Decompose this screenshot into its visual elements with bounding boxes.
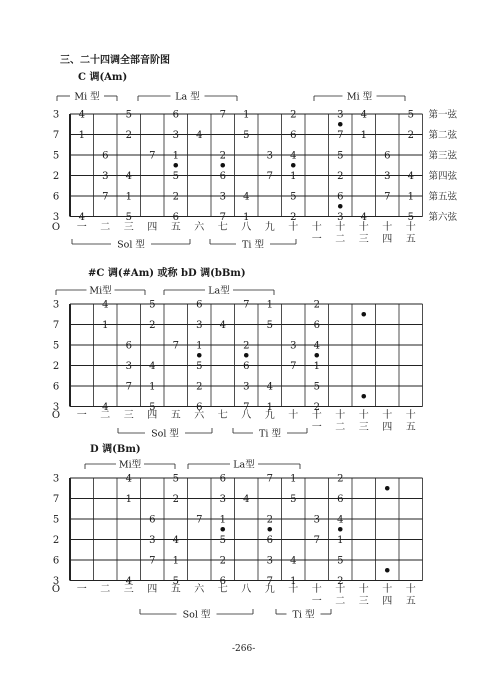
section-2-fret-number: 七 — [217, 410, 228, 421]
section-2-fret-number: 十 — [288, 410, 299, 421]
section-3-note: 7 — [196, 514, 203, 526]
section-2-note: 3 — [196, 320, 203, 331]
section-2-position-dot — [244, 353, 249, 358]
section-2-position-dot — [361, 312, 366, 317]
section-1-note: 4 — [360, 109, 367, 121]
section-1-note: 2 — [290, 109, 297, 121]
section-1-open-note-5: 6 — [52, 191, 60, 203]
string-name-2: 第二弦 — [428, 130, 458, 141]
section-3-open-note-6: 3 — [52, 576, 60, 587]
section-3-note: 3 — [313, 514, 320, 526]
section-1-note: 4 — [290, 150, 297, 162]
section-2-open-note-6: 3 — [52, 402, 60, 413]
section-1-open-note-3: 5 — [52, 150, 60, 162]
section-1-fret-number: 七 — [217, 222, 228, 233]
section-3-fret-number: 十 — [288, 584, 299, 595]
section-2-note: 1 — [102, 320, 109, 331]
section-1-fret-number: 十 — [335, 222, 346, 233]
section-2-fret-number: 六 — [194, 410, 205, 421]
section-3-fret-number: 九 — [264, 584, 275, 595]
section-2-note: 5 — [149, 402, 156, 413]
section-1-note: 4 — [78, 212, 85, 223]
section-1-note: 7 — [384, 191, 391, 203]
section-2-note: 7 — [172, 340, 179, 352]
section-3-fret-number: 五 — [405, 596, 416, 607]
section-3-fret-number: 五 — [170, 584, 181, 595]
section-3-note: 2 — [266, 514, 273, 526]
section-3-note: 6 — [219, 576, 226, 587]
section-3-note: 7 — [266, 473, 273, 485]
section-2-note: 1 — [313, 361, 320, 372]
section-2-fret-number: 十 — [382, 410, 393, 421]
section-2-bottom-bracket-2-label: Ti 型 — [259, 428, 281, 440]
section-1-fret-number: 十 — [405, 222, 416, 233]
section-1-note: 4 — [78, 109, 85, 121]
section-3-note: 2 — [219, 555, 226, 567]
section-1-note: 1 — [360, 130, 367, 141]
section-1-top-bracket-1-label: Mi 型 — [74, 91, 100, 103]
section-1-note: 3 — [384, 171, 391, 182]
section-1-fret-number: 一 — [76, 222, 87, 233]
section-1-fret-number: O — [51, 222, 61, 233]
section-2-note: 6 — [196, 402, 203, 413]
section-3-note: 6 — [149, 514, 156, 526]
section-3-top-bracket-2-label: La型 — [233, 459, 255, 471]
section-2-open-note-4: 2 — [52, 361, 60, 372]
section-3-note: 4 — [337, 514, 344, 526]
section-2-note: 5 — [149, 299, 156, 311]
section-2-note: 4 — [102, 402, 109, 413]
section-1-note: 6 — [172, 109, 179, 121]
section-1-position-dot — [220, 163, 225, 168]
section-2-bottom-bracket-1-label: Sol 型 — [151, 428, 179, 440]
section-1-fret-number: 二 — [100, 222, 111, 233]
section-2-fret-number: 四 — [147, 410, 158, 421]
section-1-open-note-4: 2 — [52, 171, 60, 182]
section-1-position-dot — [338, 204, 343, 209]
section-1-fret-number: 三 — [358, 234, 369, 245]
section-3-open-note-1: 3 — [52, 473, 60, 485]
section-1-note: 3 — [337, 109, 344, 121]
section-3-note: 1 — [172, 555, 179, 567]
section-3-note: 2 — [337, 576, 344, 587]
section-3-note: 5 — [172, 473, 179, 485]
section-3-note: 4 — [172, 535, 179, 546]
section-1-note: 6 — [172, 212, 179, 223]
section-2-fret-number: 八 — [241, 410, 252, 421]
section-2-open-note-1: 3 — [52, 299, 60, 311]
section-2-note: 4 — [219, 320, 226, 331]
section-1-note: 5 — [125, 109, 132, 121]
section-2-note: 5 — [313, 381, 320, 393]
section-2-note: 1 — [196, 340, 203, 352]
section-3-position-dot — [220, 527, 225, 532]
section-2-fret-number: 二 — [335, 422, 346, 433]
section-1-note: 3 — [102, 171, 109, 182]
section-2-fret-number: 一 — [76, 410, 87, 421]
section-1-note: 5 — [290, 191, 297, 203]
section-3-note: 1 — [219, 514, 226, 526]
section-1-note: 6 — [219, 171, 226, 182]
section-3-note: 1 — [290, 576, 297, 587]
section-1-fret-number: 三 — [123, 222, 134, 233]
section-1-note: 7 — [102, 191, 109, 203]
section-1-note: 4 — [243, 191, 250, 203]
section-2-note: 4 — [102, 299, 109, 311]
section-1-note: 7 — [219, 109, 226, 121]
section-2-top-bracket-1-label: Mi型 — [89, 285, 112, 297]
section-1-bottom-bracket-2-label: Ti 型 — [242, 239, 264, 251]
section-3-key-label: D 调(Bm) — [90, 444, 141, 455]
section-1-note: 2 — [219, 150, 226, 162]
section-3-note: 5 — [172, 576, 179, 587]
section-1-open-note-1: 3 — [52, 109, 60, 121]
section-2-note: 6 — [125, 340, 132, 352]
section-3-fret-number: 七 — [217, 584, 228, 595]
section-1-note: 1 — [243, 212, 250, 223]
section-1-note: 5 — [407, 109, 414, 121]
section-3-fret-number: 十 — [358, 584, 369, 595]
section-3-fret-number: 三 — [123, 584, 134, 595]
section-3-open-note-5: 6 — [52, 555, 60, 567]
section-2-note: 4 — [266, 381, 273, 393]
section-3-bottom-bracket-2-label: Ti 型 — [292, 609, 315, 621]
section-3-position-dot — [385, 568, 390, 573]
section-1-fret-number: 一 — [311, 234, 322, 245]
section-2-note: 3 — [290, 340, 297, 352]
section-1-note: 4 — [407, 171, 414, 182]
section-2-note: 4 — [149, 361, 156, 372]
page-title: 三、二十四调全部音阶图 — [60, 55, 170, 66]
section-1-note: 6 — [290, 130, 297, 141]
section-2-note: 3 — [125, 361, 132, 372]
section-1-note: 1 — [243, 109, 250, 121]
section-3-note: 2 — [172, 494, 179, 505]
section-1-fret-number: 九 — [264, 222, 275, 233]
section-2-top-bracket-2-label: La型 — [208, 285, 230, 297]
string-name-1: 第一弦 — [428, 109, 458, 121]
section-3-note: 6 — [266, 535, 273, 546]
section-1-open-note-2: 7 — [52, 130, 60, 141]
section-3-fret-number: 六 — [194, 584, 205, 595]
section-1-note: 7 — [337, 130, 344, 141]
section-3-note: 3 — [219, 494, 226, 505]
section-1-note: 1 — [172, 150, 179, 162]
section-3-fret-number: 四 — [382, 596, 393, 607]
section-2-fret-number: 五 — [405, 422, 416, 433]
section-3-open-note-2: 7 — [52, 494, 60, 505]
section-2-key-label: #C 调(#Am) 或称 bD 调(bBm) — [88, 268, 246, 279]
section-2-note: 4 — [313, 340, 320, 352]
section-3-position-dot — [385, 486, 390, 491]
section-3-fret-number: 二 — [100, 584, 111, 595]
section-2-note: 7 — [125, 381, 132, 393]
section-1-note: 6 — [337, 191, 344, 203]
section-1-note: 5 — [337, 150, 344, 162]
section-1-fret-number: 六 — [194, 222, 205, 233]
section-3-note: 4 — [243, 494, 250, 505]
section-3-note: 7 — [149, 555, 156, 567]
section-3-note: 4 — [125, 473, 132, 485]
section-1-note: 3 — [172, 130, 179, 141]
section-3-note: 7 — [313, 535, 320, 546]
section-2-fret-number: 十 — [358, 410, 369, 421]
section-1-note: 2 — [125, 130, 132, 141]
section-3-fret-number: 二 — [335, 596, 346, 607]
section-2-fret-number: 九 — [264, 410, 275, 421]
section-3-fret-number: 十 — [405, 584, 416, 595]
section-2-note: 6 — [243, 361, 250, 372]
section-1-fret-number: 四 — [147, 222, 158, 233]
section-3-fret-number: 一 — [311, 596, 322, 607]
section-2-note: 2 — [313, 402, 320, 413]
section-3-position-dot — [338, 527, 343, 532]
section-2-note: 1 — [149, 381, 156, 393]
section-1-note: 4 — [360, 212, 367, 223]
section-1-key-label: C 调(Am) — [78, 72, 128, 83]
section-1-note: 1 — [407, 191, 414, 203]
section-1-fret-number: 五 — [405, 234, 416, 245]
section-1-note: 1 — [125, 191, 132, 203]
string-name-4: 第四弦 — [428, 171, 458, 182]
section-1-note: 6 — [384, 150, 391, 162]
section-1-note: 5 — [125, 212, 132, 223]
section-1-note: 5 — [243, 130, 250, 141]
section-1-position-dot — [338, 122, 343, 127]
section-2-fret-number: 三 — [123, 410, 134, 421]
section-3-note: 1 — [337, 535, 344, 546]
section-2-fret-number: 五 — [170, 410, 181, 421]
section-1-fret-number: 八 — [241, 222, 252, 233]
section-1-note: 3 — [337, 212, 344, 223]
section-1-open-note-6: 3 — [52, 212, 60, 223]
section-2-note: 7 — [243, 402, 250, 413]
page-number: -266- — [232, 644, 256, 654]
section-2-note: 1 — [266, 299, 273, 311]
section-2-note: 5 — [196, 361, 203, 372]
section-3-top-bracket-1-label: Mi型 — [118, 459, 142, 471]
section-3-note: 6 — [219, 473, 226, 485]
section-3-fret-number: 四 — [147, 584, 158, 595]
section-1-fret-number: 十 — [311, 222, 322, 233]
section-1-top-bracket-3-label: Mi 型 — [346, 91, 373, 103]
string-name-3: 第三弦 — [428, 150, 458, 162]
section-1-note: 4 — [196, 130, 203, 141]
section-2-note: 2 — [243, 340, 250, 352]
section-3-fret-number: 十 — [311, 584, 322, 595]
section-2-note: 3 — [243, 381, 250, 393]
section-1-note: 7 — [266, 171, 273, 182]
section-2-fret-number: O — [51, 410, 61, 421]
section-2-note: 5 — [266, 320, 273, 331]
string-name-5: 第五弦 — [428, 191, 458, 203]
section-2-fret-number: 十 — [405, 410, 416, 421]
section-1-fret-number: 四 — [382, 234, 393, 245]
section-2-fret-number: 十 — [335, 410, 346, 421]
section-1-note: 2 — [172, 191, 179, 203]
section-3-note: 3 — [149, 535, 156, 546]
section-3-note: 1 — [290, 473, 297, 485]
section-2-position-dot — [197, 353, 202, 358]
section-2-open-note-3: 5 — [52, 340, 60, 352]
string-name-6: 第六弦 — [428, 212, 458, 223]
section-2-fret-number: 三 — [358, 422, 369, 433]
section-3-note: 4 — [290, 555, 297, 567]
section-3-fret-number: 一 — [76, 584, 87, 595]
section-1-note: 3 — [219, 191, 226, 203]
section-3-note: 5 — [337, 555, 344, 567]
section-3-note: 1 — [125, 494, 132, 505]
section-1-fret-number: 十 — [382, 222, 393, 233]
section-3-note: 3 — [266, 555, 273, 567]
section-2-fret-number: 一 — [311, 422, 322, 433]
section-1-bottom-bracket-1-label: Sol 型 — [117, 239, 145, 251]
section-2-note: 2 — [149, 320, 156, 331]
section-1-position-dot — [291, 163, 296, 168]
section-2-note: 7 — [290, 361, 297, 372]
section-1-fret-number: 五 — [170, 222, 181, 233]
section-1-note: 2 — [337, 171, 344, 182]
section-2-note: 6 — [313, 320, 320, 331]
section-2-note: 7 — [243, 299, 250, 311]
section-1-note: 1 — [290, 171, 297, 182]
section-2-fret-number: 四 — [382, 422, 393, 433]
section-3-note: 5 — [219, 535, 226, 546]
section-2-note: 1 — [266, 402, 273, 413]
section-2-position-dot — [361, 394, 366, 399]
section-2-position-dot — [314, 353, 319, 358]
section-3-bottom-bracket-1-label: Sol 型 — [182, 609, 211, 621]
section-3-fret-number: 八 — [241, 584, 252, 595]
section-2-fret-number: 二 — [100, 410, 111, 421]
section-1-fret-number: 十 — [358, 222, 369, 233]
section-1-note: 2 — [407, 130, 414, 141]
section-3-position-dot — [267, 527, 272, 532]
section-3-fret-number: 十 — [335, 584, 346, 595]
section-3-open-note-3: 5 — [52, 514, 60, 526]
section-3-open-note-4: 2 — [52, 535, 60, 546]
section-3-note: 2 — [337, 473, 344, 485]
section-1-fret-number: 十 — [288, 222, 299, 233]
section-2-note: 2 — [313, 299, 320, 311]
section-3-fret-number: O — [51, 584, 61, 595]
section-2-note: 2 — [196, 381, 203, 393]
section-1-note: 1 — [78, 130, 85, 141]
section-3-note: 5 — [290, 494, 297, 505]
section-3-note: 6 — [337, 494, 344, 505]
section-1-fret-number: 二 — [335, 234, 346, 245]
section-2-note: 6 — [196, 299, 203, 311]
section-3-fret-number: 十 — [382, 584, 393, 595]
section-1-position-dot — [173, 163, 178, 168]
section-1-note: 6 — [102, 150, 109, 162]
section-2-open-note-2: 7 — [52, 320, 60, 331]
section-2-fret-number: 十 — [311, 410, 322, 421]
section-2-open-note-5: 6 — [52, 381, 60, 393]
section-1-note: 7 — [219, 212, 226, 223]
section-3-note: 7 — [266, 576, 273, 587]
section-1-note: 2 — [290, 212, 297, 223]
section-3-note: 4 — [125, 576, 132, 587]
section-1-note: 5 — [407, 212, 414, 223]
section-1-note: 5 — [172, 171, 179, 182]
section-1-top-bracket-2-label: La 型 — [175, 91, 200, 103]
section-1-note: 3 — [266, 150, 273, 162]
section-1-note: 4 — [125, 171, 132, 182]
section-3-fret-number: 三 — [358, 596, 369, 607]
section-1-note: 7 — [149, 150, 156, 162]
